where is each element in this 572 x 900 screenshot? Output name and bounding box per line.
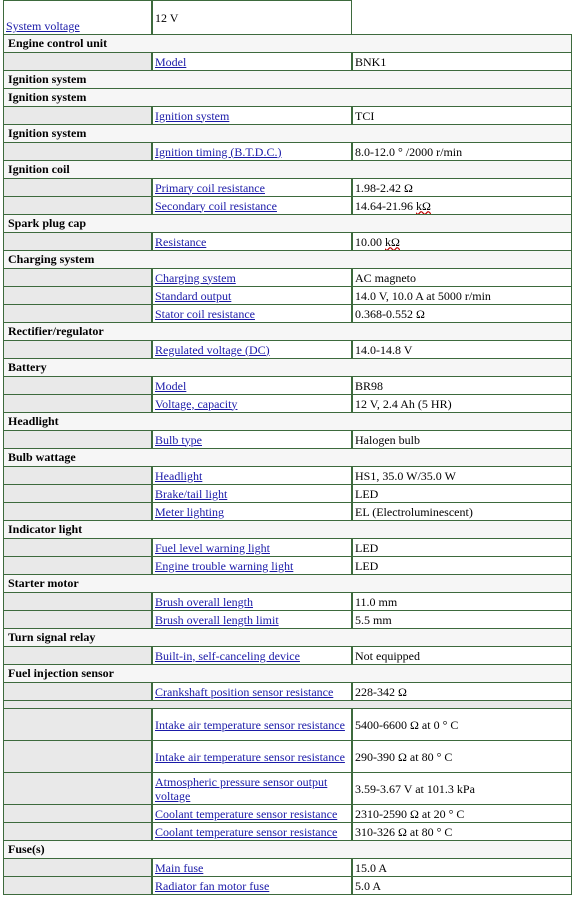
spec-label-cell [152,538,352,557]
spec-row [3,484,572,503]
spec-label-cell [152,610,352,629]
spec-row [3,556,572,575]
spec-label-link[interactable]: Regulated voltage (DC) [155,342,270,357]
spec-value: BNK1 [355,54,387,69]
section-header: Bulb wattage [3,448,572,467]
section-header: Ignition system [3,70,572,89]
spec-label-cell [152,708,352,741]
spec-value: LED [355,540,379,555]
row-indent-cell [3,178,152,197]
section-header: Charging system [3,250,572,269]
row-indent-cell [3,556,152,575]
spec-label-cell [152,484,352,503]
spec-label-cell [152,556,352,575]
spec-value: 14.64-21.96 [355,198,416,213]
row-indent-cell [3,610,152,629]
row-indent-cell [3,340,152,359]
row-indent-cell [3,466,152,485]
row-indent-cell [3,484,152,503]
section-header: Turn signal relay [3,628,572,647]
spec-label-cell [152,196,352,215]
spec-value: AC magneto [355,270,416,285]
spec-row [3,610,572,629]
spec-value-cell [352,502,572,521]
spec-label-cell [152,804,352,823]
row-indent-cell [3,286,152,305]
spec-label-link[interactable]: Built-in, self-canceling device [155,648,300,663]
spec-value: 0.368-0.552 Ω [355,306,425,321]
spec-value: 5.5 mm [355,612,392,627]
spec-row [3,340,572,359]
spec-value-cell [352,484,572,503]
spec-row [3,286,572,305]
spec-label-cell [152,646,352,665]
spec-value-cell [352,394,572,413]
spec-value: 12 V [155,11,179,25]
spec-value: Halogen bulb [355,432,420,447]
spec-value-cell [352,804,572,823]
spec-label-link[interactable]: Main fuse [155,860,204,875]
spec-row [3,52,572,71]
spec-value: LED [355,558,379,573]
row-indent-cell [3,268,152,287]
spec-row [3,822,572,841]
section-header: Fuel injection sensor [3,664,572,683]
row-indent-cell [3,394,152,413]
spec-label-link[interactable]: System voltage [6,19,80,33]
spec-value-cell [352,772,572,805]
spec-row [3,708,572,741]
spec-label-cell [152,858,352,877]
spec-value: 5.0 A [355,878,382,893]
section-header: Starter motor [3,574,572,593]
spec-label-cell [152,376,352,395]
spec-value-cell [352,232,572,251]
row-indent-cell [3,646,152,665]
row-indent-cell [3,682,152,701]
row-indent-cell [3,708,152,741]
spec-label-link[interactable]: Brush overall length [155,594,253,609]
spec-label-cell [152,592,352,611]
spec-row [3,592,572,611]
spec-value-cell [352,682,572,701]
row-indent-cell [3,196,152,215]
row-indent-cell [3,822,152,841]
spec-label-cell [152,876,352,895]
spec-value: LED [355,486,379,501]
spec-label-cell [152,232,352,251]
spec-label-cell [152,740,352,773]
section-header: Headlight [3,412,572,431]
row-indent-cell [3,538,152,557]
spec-row [3,804,572,823]
spec-label-cell [152,106,352,125]
spec-value-cell [352,142,572,161]
spec-value-cell [352,376,572,395]
spec-value: 8.0-12.0 ° /2000 r/min [355,144,463,159]
section-header: Rectifier/regulator [3,322,572,341]
spec-label-link[interactable]: Secondary coil resistance [155,198,277,213]
spec-value-cell [352,178,572,197]
section-header: Ignition coil [3,160,572,179]
row-indent-cell [3,0,152,35]
row-indent-cell [3,52,152,71]
spec-value-cell [352,340,572,359]
spec-label-link[interactable]: Brake/tail light [155,486,228,501]
row-indent-cell [3,142,152,161]
spec-value-cell [352,430,572,449]
section-header: Engine control unit [3,34,572,53]
spec-row [3,376,572,395]
spec-label-cell [152,772,352,805]
spec-row [3,682,572,701]
spec-label-link[interactable]: Ignition timing (B.T.D.C.) [155,144,282,159]
row-indent-cell [3,232,152,251]
spec-row [3,772,572,805]
spec-label-cell [152,502,352,521]
spec-label-cell [152,822,352,841]
spec-row [3,142,572,161]
spec-label-cell [152,430,352,449]
spec-label-cell [152,466,352,485]
spec-value-unit: kΩ [416,198,431,213]
section-header: Spark plug cap [3,214,572,233]
spec-value-cell [352,196,572,215]
spec-label-link[interactable]: Fuel level warning light [155,540,270,555]
row-indent-cell [3,106,152,125]
spec-value-cell [352,876,572,895]
spec-value: 2310-2590 Ω at 20 ° C [355,806,465,821]
spec-value: 12 V, 2.4 Ah (5 HR) [355,396,452,411]
spec-value-cell [352,646,572,665]
spec-label-link[interactable]: Brush overall length limit [155,612,279,627]
section-header: Ignition system [3,124,572,143]
spec-label-cell [152,304,352,323]
row-indent-cell [3,772,152,805]
spec-label-link[interactable]: Crankshaft position sensor resistance [155,684,334,699]
spec-value-cell [352,708,572,741]
spec-label-link[interactable]: Model [155,54,187,69]
spec-value: TCI [355,108,375,123]
spec-value: 14.0 V, 10.0 A at 5000 r/min [355,288,491,303]
spec-value-cell [352,304,572,323]
spec-label-link[interactable]: Radiator fan motor fuse [155,878,270,893]
spec-value: 290-390 Ω at 80 ° C [355,749,453,764]
spec-value-unit: kΩ [385,234,400,249]
row-indent-cell [3,304,152,323]
spec-label-link[interactable]: Intake air temperature sensor resistance [155,749,345,764]
spec-label-cell [152,340,352,359]
spec-value: 15.0 A [355,860,388,875]
spec-label-cell [152,0,352,35]
spec-value-cell [352,822,572,841]
spec-label-cell [152,682,352,701]
spec-label-link[interactable]: Coolant temperature sensor resistance [155,806,338,821]
row-indent-cell [3,858,152,877]
spec-value-cell [352,52,572,71]
spec-label-link[interactable]: Stator coil resistance [155,306,255,321]
spec-label-link[interactable]: Resistance [155,234,207,249]
spec-value-cell [352,592,572,611]
spec-row [3,0,572,35]
spec-value-cell [352,858,572,877]
spec-value-cell [352,538,572,557]
spec-label-cell [152,52,352,71]
spec-row [3,502,572,521]
spec-label-cell [152,394,352,413]
spec-value: 10.00 [355,234,385,249]
spec-row [3,876,572,895]
spec-label-link[interactable]: Model [155,378,187,393]
spec-label-cell [152,142,352,161]
spec-value: 14.0-14.8 V [355,342,413,357]
spec-row [3,106,572,125]
row-indent-cell [3,430,152,449]
spec-label-cell [152,178,352,197]
spec-value: 5400-6600 Ω at 0 ° C [355,717,459,732]
spec-label-link[interactable]: Intake air temperature sensor resistance [155,717,345,732]
spec-value: 228-342 Ω [355,684,407,699]
row-indent-cell [3,804,152,823]
row-indent-cell [3,876,152,895]
spec-row [3,466,572,485]
spec-row [3,268,572,287]
spec-row [3,740,572,773]
spec-row [3,178,572,197]
spec-value-cell [352,466,572,485]
spec-value: BR98 [355,378,384,393]
spec-row [3,304,572,323]
spec-label-cell [152,268,352,287]
spec-value-cell [352,106,572,125]
spec-row [3,196,572,215]
section-header: Indicator light [3,520,572,539]
section-header: Ignition system [3,88,572,107]
spec-value-cell [352,268,572,287]
spec-value: HS1, 35.0 W/35.0 W [355,468,456,483]
section-header: Battery [3,358,572,377]
row-indent-cell [3,502,152,521]
row-indent-cell [3,592,152,611]
spec-value-cell [352,0,572,35]
spec-label-link[interactable]: Charging system [155,270,236,285]
spec-row [3,646,572,665]
row-indent-cell [3,740,152,773]
spec-value: 3.59-3.67 V at 101.3 kPa [355,781,475,796]
spec-label-link[interactable]: Ignition system [155,108,230,123]
spec-value-cell [352,740,572,773]
spec-value-cell [352,286,572,305]
spec-row [3,430,572,449]
spec-label-cell [152,286,352,305]
spec-label-link[interactable]: Headlight [155,468,203,483]
spec-label-link[interactable]: Coolant temperature sensor resistance [155,824,338,839]
spec-value: EL (Electroluminescent) [355,504,473,519]
spec-value: Not equipped [355,648,420,663]
spec-label-link[interactable]: Engine trouble warning light [155,558,294,573]
spec-row [3,858,572,877]
spec-label-link[interactable]: Meter lighting [155,504,224,519]
spec-value: 310-326 Ω at 80 ° C [355,824,453,839]
spec-label-link[interactable]: Bulb type [155,432,202,447]
spec-value: 1.98-2.42 Ω [355,180,413,195]
spec-label-link[interactable]: Standard output [155,288,232,303]
spec-label-link[interactable]: Atmospheric pressure sensor output voltage [155,774,328,803]
spec-row [3,232,572,251]
section-header: Fuse(s) [3,840,572,859]
spec-value: 11.0 mm [355,594,398,609]
spec-label-link[interactable]: Primary coil resistance [155,180,265,195]
row-indent-cell [3,376,152,395]
spec-row [3,538,572,557]
spec-value-cell [352,556,572,575]
spec-row [3,394,572,413]
spec-value-cell [352,610,572,629]
spec-label-link[interactable]: Voltage, capacity [155,396,238,411]
